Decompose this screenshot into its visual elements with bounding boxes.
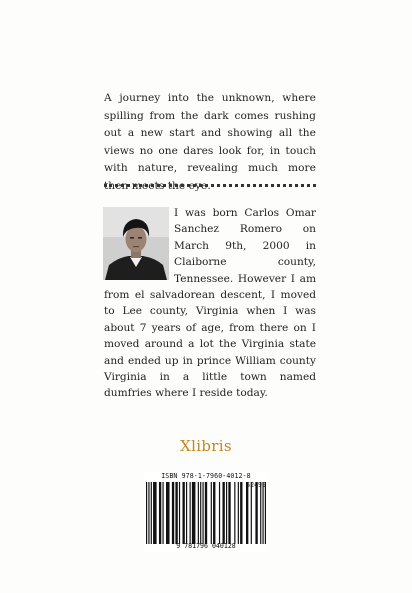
barcode-bar [205, 482, 207, 544]
barcode-bar [186, 482, 187, 544]
blurb-text: A journey into the unknown, where spilling from the dark comes rushing out a new start and showing all the views no one dares look for, in touch with nature, revealing much more then meets the eye. [104, 92, 316, 192]
barcode-bar [190, 482, 191, 544]
barcode-bar [153, 482, 157, 544]
barcode-bar [251, 482, 252, 544]
barcode-bar [262, 482, 263, 544]
barcode-bar [151, 482, 152, 544]
barcode-bar [260, 482, 261, 544]
barcode-bar [238, 482, 239, 544]
barcode-bar [219, 482, 220, 544]
barcode-bar [182, 482, 184, 544]
barcode-bar [179, 482, 180, 544]
barcode-bar [175, 482, 177, 544]
barcode-bar [213, 482, 215, 544]
barcode-bar [172, 482, 174, 544]
barcode-bar [246, 482, 248, 544]
barcode-bar [240, 482, 242, 544]
publisher-logo [0, 437, 412, 455]
dotted-divider [104, 184, 316, 187]
barcode-bar [198, 482, 199, 544]
photo-float-spacer [104, 205, 174, 285]
barcode-bar [162, 482, 163, 544]
barcode-bar [192, 482, 196, 544]
isbn-label: ISBN 978-1-7960-4012-8 [161, 472, 251, 480]
barcode-bars [146, 482, 266, 544]
barcode-bar [226, 482, 227, 544]
barcode-bar [200, 482, 201, 544]
barcode-bar [228, 482, 230, 544]
barcode-bar [202, 482, 203, 544]
publisher-name: Xlibris [180, 437, 232, 455]
isbn-barcode [144, 472, 268, 552]
barcode-bar [159, 482, 161, 544]
barcode-bar [265, 482, 266, 544]
barcode-bar [146, 482, 147, 544]
cover-blurb [104, 90, 316, 196]
barcode-bar [222, 482, 224, 544]
barcode-bar [255, 482, 257, 544]
bio-text: I was born Carlos Omar Sanchez Romero on March 9th, 2000 in Claiborne county, Tennessee. However I am from el salvadorean descent, I moved to Lee county, Virginia when I was about 7 years of age, from there on I moved around a lot the Virginia state and ended up in prince William county Virginia in a little town named dumfries where I reside today. [104, 207, 316, 400]
author-bio [104, 205, 316, 402]
barcode-digits: 9 781796 040128 [176, 542, 236, 550]
barcode-bar [166, 482, 170, 544]
barcode-bar [211, 482, 212, 544]
barcode-bar [148, 482, 149, 544]
barcode-bar [234, 482, 235, 544]
